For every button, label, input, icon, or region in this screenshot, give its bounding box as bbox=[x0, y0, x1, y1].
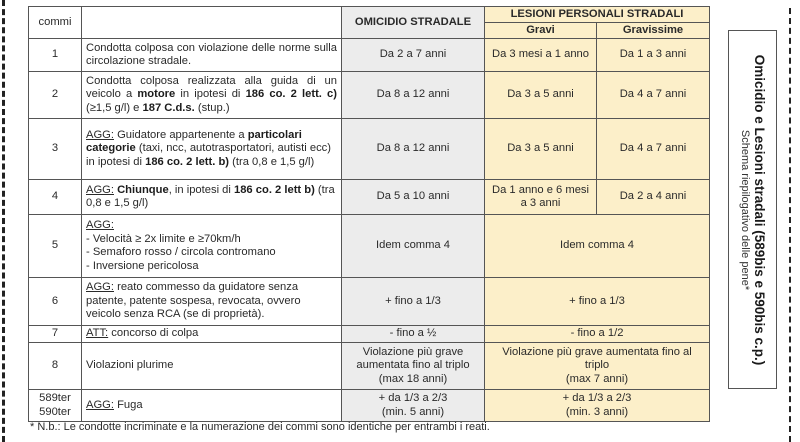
desc-text: , in ipotesi di bbox=[168, 183, 234, 196]
comma-line: 589ter bbox=[39, 392, 71, 404]
aggravating-tag: AGG: bbox=[86, 128, 114, 141]
desc-bold: motore bbox=[137, 88, 176, 101]
gravi-penalty: Da 3 a 5 anni bbox=[485, 72, 597, 119]
omicidio-penalty: + fino a 1/3 bbox=[342, 278, 485, 326]
condition-item: - Inversione pericolosa bbox=[86, 259, 199, 272]
comma-number bbox=[29, 390, 82, 422]
lesioni-penalty: - fino a 1/2 bbox=[485, 326, 710, 343]
desc-bold: 186 co. 2 lett. b) bbox=[145, 155, 230, 168]
desc-text: (≥1,5 g/l) e bbox=[86, 101, 143, 114]
description: Condotta colposa con violazione delle norme sulla circolazione stradale. bbox=[82, 39, 342, 72]
omicidio-penalty: Idem comma 4 bbox=[342, 215, 485, 278]
penalty-line: (max 7 anni) bbox=[565, 372, 629, 385]
description bbox=[82, 119, 342, 180]
desc-bold: 186 co. 2 lett b) bbox=[233, 183, 315, 196]
comma-number: 2 bbox=[29, 72, 82, 119]
omicidio-penalty bbox=[342, 343, 485, 390]
penalty-line: (min. 3 anni) bbox=[565, 405, 629, 418]
aggravating-tag: AGG: bbox=[86, 219, 114, 231]
gravissime-penalty: Da 4 a 7 anni bbox=[597, 119, 710, 180]
gravi-penalty: Da 3 mesi a 1 anno bbox=[485, 39, 597, 72]
table-row bbox=[29, 119, 710, 180]
omicidio-penalty: Da 8 a 12 anni bbox=[342, 119, 485, 180]
table-row bbox=[29, 390, 710, 422]
mitigating-tag: ATT: bbox=[86, 327, 109, 340]
table-row bbox=[29, 278, 710, 326]
desc-bold: 187 C.d.s. bbox=[142, 101, 195, 114]
desc-text: Fuga bbox=[113, 398, 143, 411]
side-title: Omicidio e Lesioni stradali (589bis e 590bis c.p.) bbox=[751, 54, 767, 365]
desc-text: (taxi, ncc, autotrasportatori, autisti ecc) in ipotesi di bbox=[86, 142, 331, 168]
header-omicidio: OMICIDIO STRADALE bbox=[342, 7, 485, 39]
header-gravissime: Gravissime bbox=[597, 23, 710, 39]
penalty-line: (min. 5 anni) bbox=[381, 405, 445, 418]
table-row bbox=[29, 343, 710, 390]
table-row bbox=[29, 215, 710, 278]
desc-text: reato commesso da guidatore senza patente, patente sospesa, revocata, ovvero veicolo senza RCA (se di proprietà). bbox=[86, 281, 301, 321]
footnote: * N.b.: Le condotte incriminate e la numerazione dei commi sono identiche per entrambi i reati. bbox=[30, 421, 490, 433]
omicidio-penalty: - fino a ½ bbox=[342, 326, 485, 343]
comma-line: 590ter bbox=[39, 405, 71, 418]
side-title-box bbox=[728, 30, 777, 389]
comma-number: 6 bbox=[29, 278, 82, 326]
aggravating-tag: AGG: bbox=[86, 398, 114, 411]
desc-bold: 186 co. 2 lett. c) bbox=[245, 88, 338, 101]
comma-number: 7 bbox=[29, 326, 82, 343]
description bbox=[82, 180, 342, 215]
header-gravi: Gravi bbox=[485, 23, 597, 39]
penalty-line: + da 1/3 a 2/3 bbox=[378, 392, 448, 404]
penalty-line: triplo bbox=[584, 359, 610, 372]
side-subtitle: Schema riepilogativo delle pene* bbox=[738, 129, 751, 290]
comma-number: 5 bbox=[29, 215, 82, 278]
description bbox=[82, 215, 342, 278]
desc-text: (stup.) bbox=[194, 101, 230, 114]
penalty-line: Violazione più grave bbox=[362, 345, 464, 358]
description: Violazioni plurime bbox=[82, 343, 342, 390]
lesioni-penalty: Idem comma 4 bbox=[485, 215, 710, 278]
desc-text: (tra 0,8 e 1,5 g/l) bbox=[229, 155, 315, 168]
table-row bbox=[29, 180, 710, 215]
penalty-line: aumentata fino al triplo bbox=[356, 359, 470, 372]
aggravating-tag: AGG: bbox=[86, 183, 114, 196]
description bbox=[82, 278, 342, 326]
condition-item: - Semaforo rosso / circola contromano bbox=[86, 246, 276, 258]
omicidio-penalty bbox=[342, 390, 485, 422]
description bbox=[82, 326, 342, 343]
comma-number: 1 bbox=[29, 39, 82, 72]
table-row bbox=[29, 39, 710, 72]
penalties-table bbox=[28, 6, 710, 422]
lesioni-penalty bbox=[485, 343, 710, 390]
comma-number: 3 bbox=[29, 119, 82, 180]
description bbox=[82, 72, 342, 119]
header-commi: commi bbox=[29, 7, 82, 39]
aggravating-tag: AGG: bbox=[86, 281, 114, 294]
desc-text: (tra 0,8 e 1,5 g/l) bbox=[86, 183, 335, 209]
desc-text: in ipotesi di bbox=[175, 88, 246, 101]
gravissime-penalty: Da 1 a 3 anni bbox=[597, 39, 710, 72]
desc-text: Condotta colposa realizzata alla guida di un veicolo a bbox=[86, 74, 337, 101]
left-dashed-border bbox=[2, 0, 5, 442]
table-row bbox=[29, 326, 710, 343]
gravissime-penalty: Da 4 a 7 anni bbox=[597, 72, 710, 119]
right-dashed-border bbox=[789, 8, 791, 442]
omicidio-penalty: Da 5 a 10 anni bbox=[342, 180, 485, 215]
table-row bbox=[29, 72, 710, 119]
penalty-line: (max 18 anni) bbox=[378, 372, 448, 385]
header-description bbox=[82, 7, 342, 39]
gravissime-penalty: Da 2 a 4 anni bbox=[597, 180, 710, 215]
penalty-line: Violazione più grave aumentata fino al bbox=[502, 345, 692, 358]
condition-item: - Velocità ≥ 2x limite e ≥70km/h bbox=[86, 232, 241, 245]
penalty-line: + da 1/3 a 2/3 bbox=[562, 392, 632, 404]
desc-bold: particolari categorie bbox=[86, 128, 302, 155]
comma-number: 8 bbox=[29, 343, 82, 390]
gravi-penalty: Da 1 anno e 6 mesi a 3 anni bbox=[485, 180, 597, 215]
desc-text: concorso di colpa bbox=[108, 327, 199, 340]
description bbox=[82, 390, 342, 422]
desc-text: Guidatore appartenente a bbox=[113, 128, 248, 141]
comma-number: 4 bbox=[29, 180, 82, 215]
omicidio-penalty: Da 2 a 7 anni bbox=[342, 39, 485, 72]
lesioni-penalty bbox=[485, 390, 710, 422]
gravi-penalty: Da 3 a 5 anni bbox=[485, 119, 597, 180]
header-lesioni: LESIONI PERSONALI STRADALI bbox=[485, 7, 710, 23]
desc-bold: Chiunque bbox=[117, 183, 169, 196]
omicidio-penalty: Da 8 a 12 anni bbox=[342, 72, 485, 119]
lesioni-penalty: + fino a 1/3 bbox=[485, 278, 710, 326]
